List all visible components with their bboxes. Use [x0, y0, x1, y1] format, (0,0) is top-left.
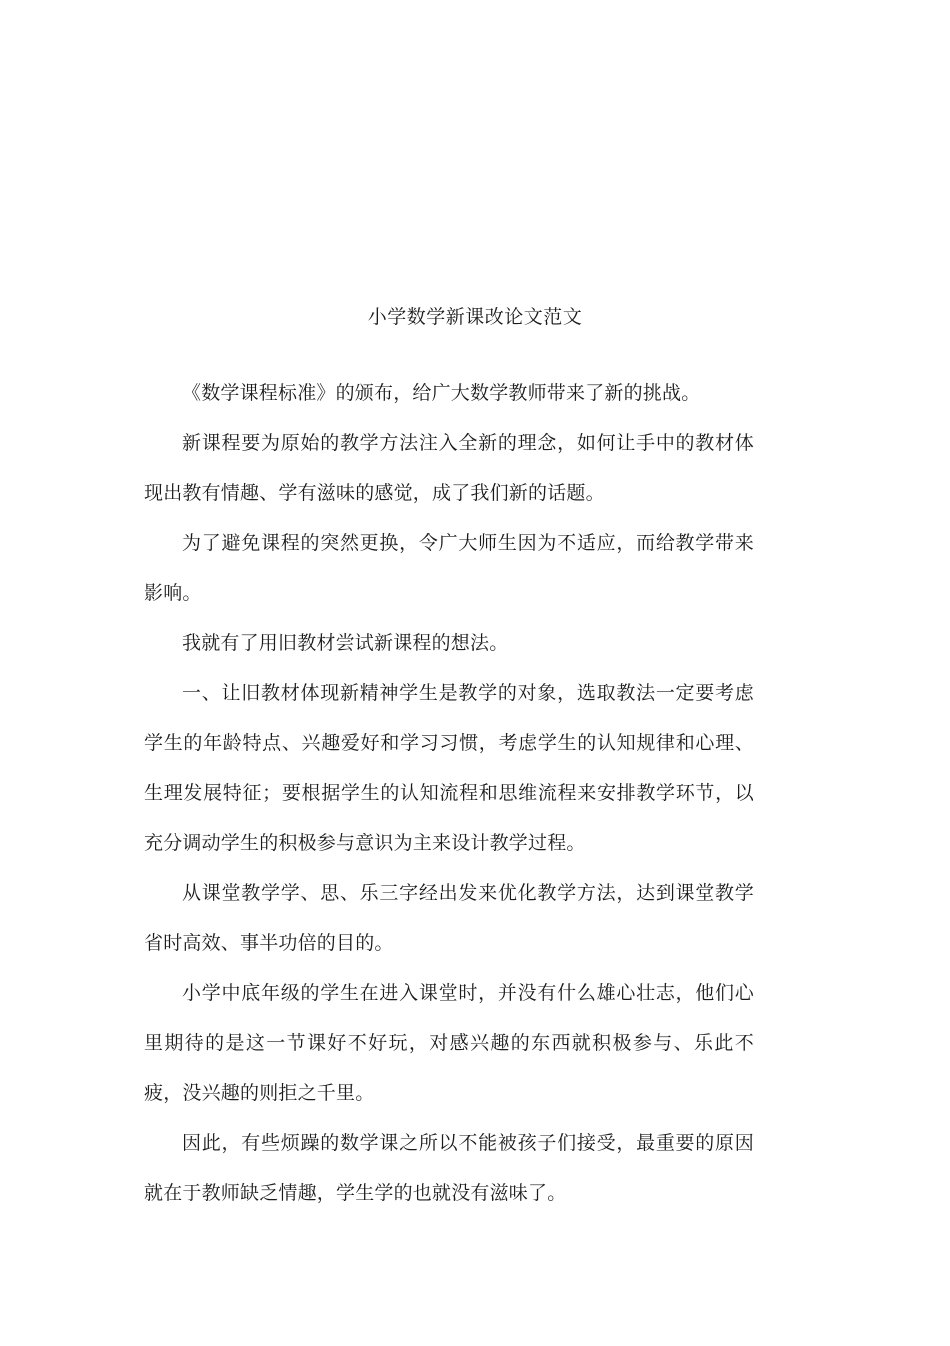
document-body [144, 368, 754, 1218]
paragraph-6: 从课堂教学学、思、乐三字经出发来优化教学方法，达到课堂教学省时高效、事半功倍的目的。 [144, 882, 754, 954]
paragraph-8: 因此，有些烦躁的数学课之所以不能被孩子们接受，最重要的原因就在于教师缺乏情趣，学生学的也就没有滋味了。 [144, 1132, 754, 1204]
paragraph-3: 为了避免课程的突然更换，令广大师生因为不适应，而给教学带来影响。 [144, 532, 754, 604]
paragraph-2: 新课程要为原始的教学方法注入全新的理念，如何让手中的教材体现出教有情趣、学有滋味的感觉，成了我们新的话题。 [144, 432, 754, 504]
paragraph-1: 《数学课程标准》的颁布，给广大数学教师带来了新的挑战。 [182, 382, 701, 404]
paragraph-7: 小学中底年级的学生在进入课堂时，并没有什么雄心壮志，他们心里期待的是这一节课好不好玩，对感兴趣的东西就积极参与、乐此不疲，没兴趣的则拒之千里。 [144, 982, 754, 1104]
document-title: 小学数学新课改论文范文 [367, 306, 583, 328]
paragraph-5: 一、让旧教材体现新精神学生是教学的对象，选取教法一定要考虑学生的年龄特点、兴趣爱好和学习习惯，考虑学生的认知规律和心理、生理发展特征；要根据学生的认知流程和思维流程来安排教学环节，以充分调动学生的积极参与意识为主来设计教学过程。 [144, 682, 754, 854]
paragraph-4: 我就有了用旧教材尝试新课程的想法。 [182, 632, 509, 654]
